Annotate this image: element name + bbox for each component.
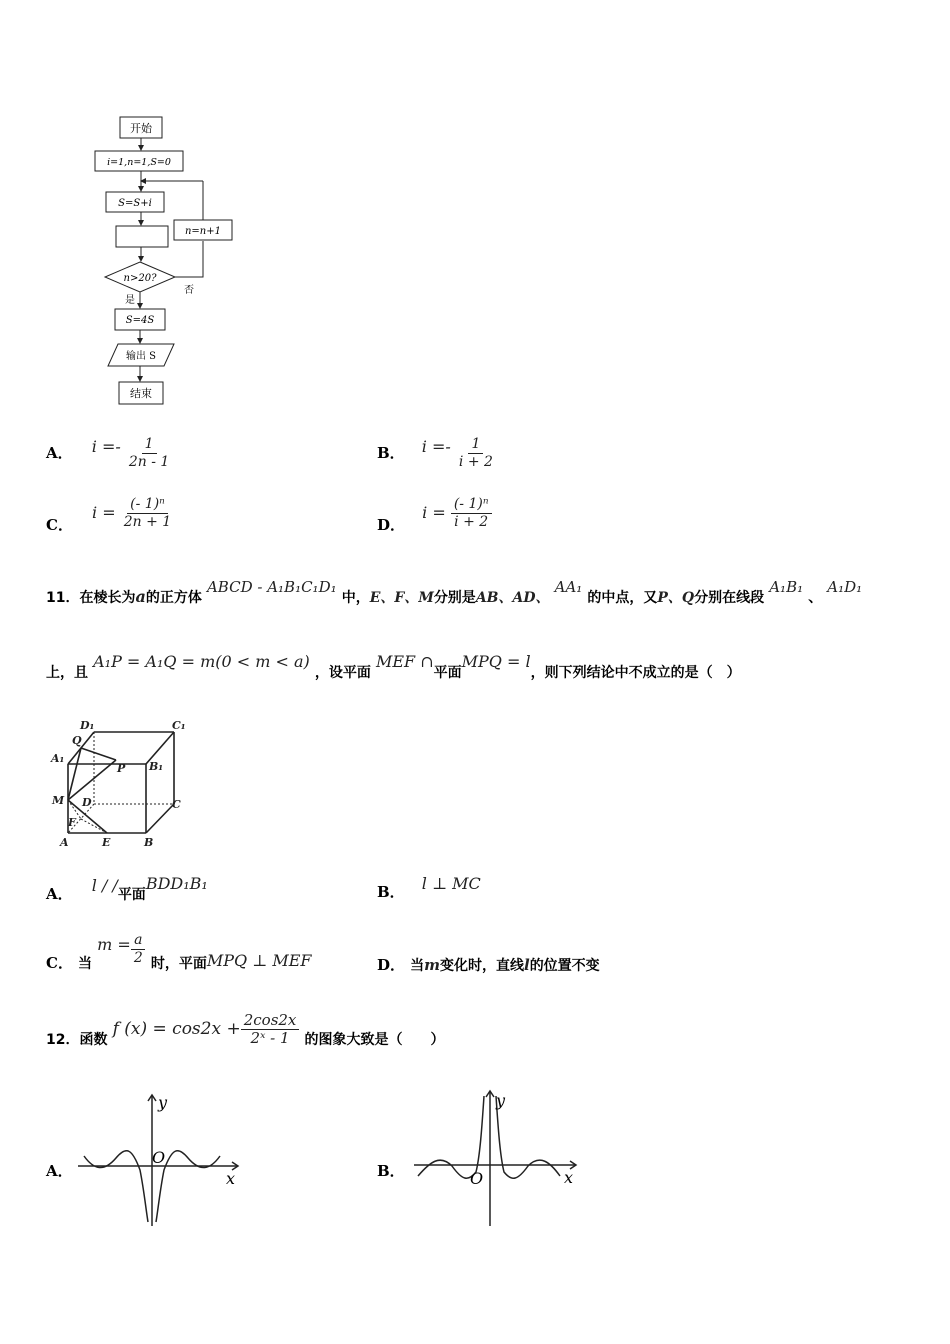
flow-multiply-text: S=4S <box>125 315 155 326</box>
q11-stem-line-1: 11．在棱长为a的正方体 ABCD - A₁B₁C₁D₁ 中，E、F、M分别是AB、AD、 AA₁ 的中点，又P、Q分别在线段 A₁B₁ 、 A₁D₁ <box>46 578 863 606</box>
cube-label-q: Q <box>72 734 82 747</box>
cube-label-c1: C₁ <box>172 719 186 732</box>
cube-label-c: C <box>172 798 181 811</box>
cube-label-p: P <box>117 762 126 775</box>
option-fraction: $\frac{\text{(- 1)ⁿ}}{i + 2}$ <box>451 496 492 531</box>
option-label: B． <box>377 444 405 462</box>
q11-option-b[interactable]: B． l ⊥ MC <box>377 874 481 901</box>
cube-label-e: E <box>102 836 111 849</box>
flow-output-text: 输出 S <box>125 351 157 362</box>
flow-no-label: 否 <box>184 285 194 296</box>
option-label: C． <box>46 954 73 972</box>
graph-x-label: x <box>564 1168 574 1187</box>
graph-x-label: x <box>226 1169 236 1188</box>
cube-label-a1: A₁ <box>51 752 65 765</box>
cube-figure <box>44 716 194 856</box>
flowchart <box>90 110 250 410</box>
option-label: D． <box>377 516 406 534</box>
flow-empty-box <box>116 226 168 247</box>
q11-option-c[interactable]: C． 当 m = $\frac{a}{2}$ 时，平面MPQ ⊥ MEF <box>46 932 312 972</box>
flow-start-text: 开始 <box>130 122 152 135</box>
q10-option-d[interactable] <box>377 496 492 535</box>
flow-init-text: i=1,n=1,S=0 <box>107 157 171 168</box>
option-label: A． <box>46 444 73 462</box>
q12-stem: 12．函数 f (x) = cos2x + $\frac{2\cos 2x}{\text{2ˣ - 1}}$ 的图象大致是（ ） <box>46 1011 445 1048</box>
q12-graph-a[interactable] <box>70 1090 250 1230</box>
option-fraction: $\frac{1}{i + 2}$ <box>458 436 493 470</box>
cube-name: ABCD - A₁B₁C₁D₁ <box>206 578 337 596</box>
flow-increment-text: n=n+1 <box>184 226 222 237</box>
option-label: B． <box>377 883 405 901</box>
option-label: A． <box>46 885 73 903</box>
cube-label-a: A <box>60 836 69 849</box>
option-lhs: i = <box>92 503 116 522</box>
q10-option-a[interactable] <box>46 436 172 471</box>
flow-end-text: 结束 <box>130 387 152 400</box>
graph-y-label: y <box>496 1091 506 1110</box>
option-lhs: i = <box>422 503 446 522</box>
option-label: D． <box>377 956 406 974</box>
cube-label-d: D <box>82 796 92 809</box>
option-lhs: i =- <box>421 437 451 456</box>
cube-label-f: F <box>68 816 76 829</box>
q12-graph-a-label[interactable]: A． <box>46 1162 73 1180</box>
q11-option-d[interactable]: D． 当m变化时，直线l的位置不变 <box>377 956 600 974</box>
graph-y-label: y <box>158 1093 168 1112</box>
flow-condition-text: n>20? <box>123 273 157 284</box>
q10-option-c[interactable] <box>46 496 174 535</box>
option-fraction: $\frac{\text{(- 1)ⁿ}}{2n + 1}$ <box>123 496 172 530</box>
cube-label-b1: B₁ <box>149 760 164 773</box>
cube-label-b: B <box>144 836 154 849</box>
flow-yes-label: 是 <box>125 295 135 306</box>
q12-graph-b-label[interactable]: B． <box>377 1162 405 1180</box>
cube-label-d1: D₁ <box>80 719 95 732</box>
graph-origin-label: O <box>152 1148 166 1167</box>
q11-option-a[interactable]: A． l / /平面BDD₁B₁ <box>46 874 208 903</box>
option-fraction: $\frac{1}{2n - 1}$ <box>128 436 170 470</box>
flow-update-text: S=S+i <box>118 198 152 209</box>
q10-option-b[interactable] <box>377 436 496 471</box>
graph-origin-label: O <box>470 1169 484 1188</box>
q11-stem-line-2: 上，且 A₁P = A₁Q = m(0 < m < a) ，设平面 MEF ∩平面MPQ = l，则下列结论中不成立的是（ ） <box>46 652 741 681</box>
option-lhs: i =- <box>91 437 121 456</box>
option-label: C． <box>46 516 73 534</box>
cube-label-m: M <box>52 794 65 807</box>
q12-graph-b[interactable] <box>410 1086 590 1230</box>
